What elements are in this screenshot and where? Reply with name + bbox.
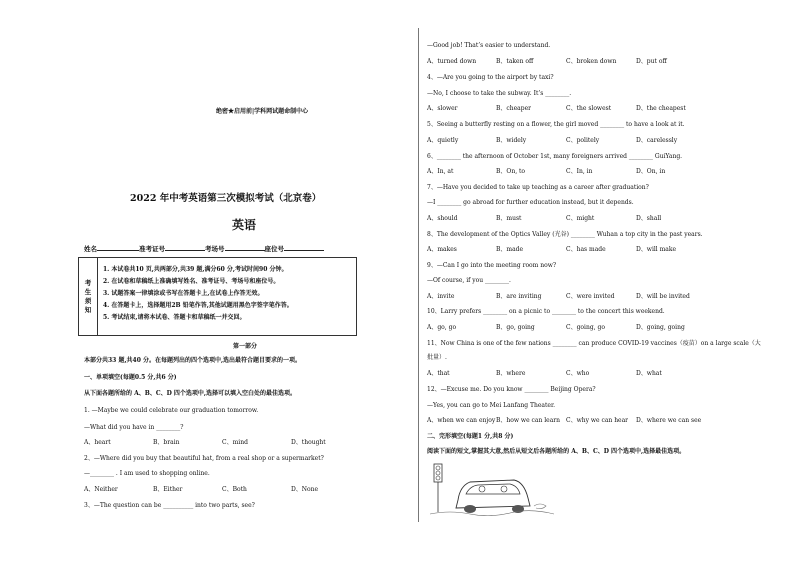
question-10-option-d[interactable]: D、going, going bbox=[636, 324, 685, 331]
notice-rule: 5. 考试结束,请将本试卷、答题卡和草稿纸一并交回。 bbox=[103, 314, 246, 321]
question-11-line-1: 11、Now China is one of the few nations ________ can produce COVID-19 vaccines（疫苗）on a large scale（大 bbox=[427, 340, 761, 347]
question-10-option-a[interactable]: A、go, go bbox=[427, 324, 457, 331]
seat-number-blank[interactable] bbox=[284, 244, 324, 251]
question-9-line-2: —Of course, if you ________. bbox=[427, 277, 511, 284]
question-9-option-c[interactable]: C、were invited bbox=[566, 293, 615, 300]
question-3-option-a[interactable]: A、turned down bbox=[427, 58, 477, 65]
exam-room-label: 考场号 bbox=[205, 245, 225, 253]
notice-rules bbox=[103, 264, 353, 324]
question-9-option-d[interactable]: D、will be invited bbox=[636, 293, 690, 300]
exam-number-blank[interactable] bbox=[165, 244, 205, 251]
question-6-line-1: 6、________ the afternoon of October 1st, many foreigners arrived ________ GuiYang. bbox=[427, 153, 683, 160]
question-12-option-d[interactable]: D、where we can see bbox=[636, 417, 702, 424]
name-label: 姓名 bbox=[84, 245, 97, 253]
column-divider bbox=[418, 28, 419, 522]
section1-instructions: 从下面各题所给的 A、B、C、D 四个选项中,选择可以填入空白处的最佳选项。 bbox=[84, 390, 296, 397]
question-1-option-a[interactable]: A、heart bbox=[84, 439, 111, 446]
part1-title: 第一部分 bbox=[233, 343, 258, 350]
notice-rule: 3. 试题答案一律填涂或书写在答题卡上,在试卷上作答无效。 bbox=[103, 290, 264, 297]
question-4-line-2: —No, I choose to take the subway. It’s ________. bbox=[427, 90, 572, 97]
section2-title: 二、完形填空(每题1 分,共8 分) bbox=[427, 433, 514, 440]
question-6-option-c[interactable]: C、In, in bbox=[566, 168, 593, 175]
question-7-line-2: —I ________ go abroad for further education instead, but it depends. bbox=[427, 199, 634, 206]
car-illustration bbox=[430, 460, 554, 516]
question-1-option-d[interactable]: D、thought bbox=[291, 439, 326, 446]
question-3-line-2: —Good job! That’s easier to understand. bbox=[427, 42, 551, 49]
question-3-line-1: 3、—The question can be __________ into two parts, see? bbox=[84, 502, 255, 509]
question-12-option-a[interactable]: A、when we can enjoy bbox=[427, 417, 496, 424]
question-12-line-1: 12、—Excuse me. Do you know ________ Beijing Opera? bbox=[427, 386, 596, 393]
section2-instructions: 阅读下面的短文,掌握其大意,然后从短文后各题所给的 A、B、C、D 四个选项中,选择最佳选项。 bbox=[427, 448, 686, 455]
section1-title: 一、单项填空(每题0.5 分,共6 分) bbox=[84, 374, 177, 381]
exam-room-blank[interactable] bbox=[225, 244, 265, 251]
question-5-option-c[interactable]: C、politely bbox=[566, 137, 600, 144]
question-1-line-2: —What did you have in ________? bbox=[84, 424, 184, 431]
question-8-line-1: 8、The development of the Optics Valley (光谷) ________ Wuhan a top city in the past years. bbox=[427, 231, 703, 238]
question-7-option-a[interactable]: A、should bbox=[427, 215, 458, 222]
question-11-option-d[interactable]: D、what bbox=[636, 370, 662, 377]
question-7-option-d[interactable]: D、shall bbox=[636, 215, 662, 222]
question-2-line-1: 2、—Where did you buy that beautiful hat, from a real shop or a supermarket? bbox=[84, 455, 324, 462]
part1-intro: 本部分共33 题,共40 分。在每题列出的四个选项中,选出最符合题目要求的一项。 bbox=[84, 357, 302, 364]
notice-rule: 2. 在试卷和草稿纸上准确填写姓名、准考证号、考场号和座位号。 bbox=[103, 278, 280, 285]
question-5-option-b[interactable]: B、widely bbox=[496, 137, 527, 144]
question-5-line-1: 5、Seeing a butterfly resting on a flower, the girl moved ________ to have a look at it. bbox=[427, 121, 685, 128]
question-9-option-a[interactable]: A、invite bbox=[427, 293, 455, 300]
notice-side-label: 考 生 须 知 bbox=[79, 258, 98, 335]
question-7-option-b[interactable]: B、must bbox=[496, 215, 522, 222]
question-11-option-a[interactable]: A、that bbox=[427, 370, 450, 377]
candidate-notice-box bbox=[78, 257, 357, 336]
question-11-option-b[interactable]: B、where bbox=[496, 370, 526, 377]
car-traffic-light-icon bbox=[430, 460, 554, 516]
question-7-line-1: 7、—Have you decided to take up teaching as a career after graduation? bbox=[427, 184, 649, 191]
question-5-option-d[interactable]: D、carelessly bbox=[636, 137, 678, 144]
question-4-option-b[interactable]: B、cheaper bbox=[496, 105, 532, 112]
question-2-option-c[interactable]: C、Both bbox=[222, 486, 247, 493]
question-3-option-c[interactable]: C、broken down bbox=[566, 58, 617, 65]
question-10-line-1: 10、Larry prefers ________ on a picnic to ________ to the concert this weekend. bbox=[427, 308, 665, 315]
question-4-option-a[interactable]: A、slower bbox=[427, 105, 458, 112]
subject-title: 英语 bbox=[232, 218, 257, 232]
question-1-option-c[interactable]: C、mind bbox=[222, 439, 248, 446]
question-10-option-c[interactable]: C、going, go bbox=[566, 324, 605, 331]
question-8-option-a[interactable]: A、makes bbox=[427, 246, 457, 253]
question-4-option-d[interactable]: D、the cheapest bbox=[636, 105, 686, 112]
question-1-option-b[interactable]: B、brain bbox=[153, 439, 180, 446]
question-6-option-b[interactable]: B、On, to bbox=[496, 168, 526, 175]
question-4-option-c[interactable]: C、the slowest bbox=[566, 105, 612, 112]
question-8-option-b[interactable]: B、made bbox=[496, 246, 524, 253]
question-8-option-d[interactable]: D、will make bbox=[636, 246, 677, 253]
question-4-line-1: 4、—Are you going to the airport by taxi? bbox=[427, 74, 554, 81]
exam-number-label: 准考证号 bbox=[139, 245, 165, 253]
question-6-option-d[interactable]: D、On, in bbox=[636, 168, 666, 175]
question-12-option-b[interactable]: B、how we can learn bbox=[496, 417, 561, 424]
question-7-option-c[interactable]: C、might bbox=[566, 215, 595, 222]
question-2-option-a[interactable]: A、Neither bbox=[84, 486, 118, 493]
exam-title: 2022 年中考英语第三次模拟考试（北京卷） bbox=[130, 193, 322, 204]
question-3-option-d[interactable]: D、put off bbox=[636, 58, 667, 65]
question-6-option-a[interactable]: A、In, at bbox=[427, 168, 454, 175]
name-blank[interactable] bbox=[97, 244, 139, 251]
question-9-option-b[interactable]: B、are inviting bbox=[496, 293, 542, 300]
candidate-info-row bbox=[84, 244, 324, 253]
notice-rule: 4. 在答题卡上，选择题用2B 铅笔作答,其他试题用黑色字签字笔作答。 bbox=[103, 302, 293, 309]
question-2-option-b[interactable]: B、Either bbox=[153, 486, 183, 493]
notice-rule: 1. 本试卷共10 页,共两部分,共39 题,满分60 分,考试时间90 分钟。 bbox=[103, 266, 288, 273]
question-11-line-2: 批量）. bbox=[427, 354, 447, 361]
question-8-option-c[interactable]: C、has made bbox=[566, 246, 606, 253]
question-12-line-2: —Yes, you can go to Mei Lanfang Theater. bbox=[427, 402, 556, 409]
question-9-line-1: 9、—Can I go into the meeting room now? bbox=[427, 262, 557, 269]
secret-mark: 绝密★启用前|学科网试题命制中心 bbox=[216, 108, 309, 115]
question-2-option-d[interactable]: D、None bbox=[291, 486, 319, 493]
question-3-option-b[interactable]: B、taken off bbox=[496, 58, 534, 65]
question-11-option-c[interactable]: C、who bbox=[566, 370, 590, 377]
question-12-option-c[interactable]: C、why we can hear bbox=[566, 417, 629, 424]
question-1-line-1: 1. —Maybe we could celebrate our graduation tomorrow. bbox=[84, 407, 259, 414]
question-10-option-b[interactable]: B、go, going bbox=[496, 324, 535, 331]
question-5-option-a[interactable]: A、quietly bbox=[427, 137, 459, 144]
question-2-line-2: —________ . I am used to shopping online. bbox=[84, 470, 210, 477]
seat-number-label: 座位号 bbox=[264, 245, 284, 253]
